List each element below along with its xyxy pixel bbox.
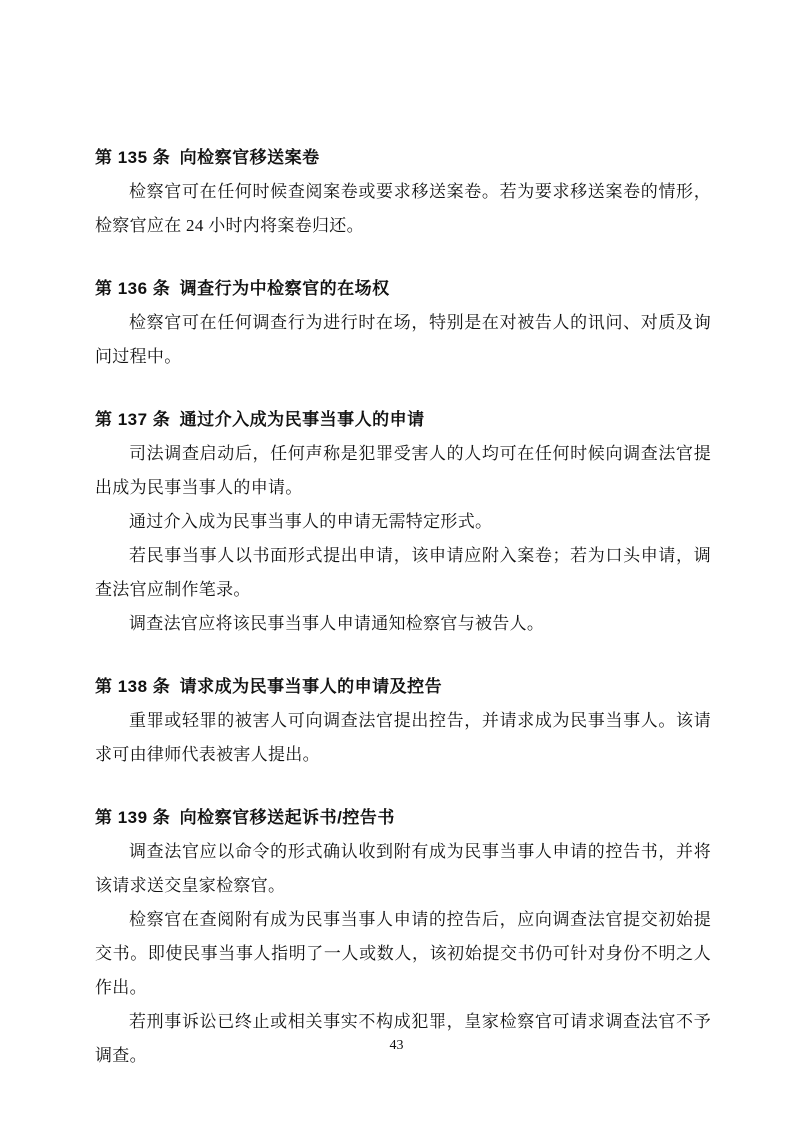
article-heading xyxy=(95,670,711,704)
article-title: 请求成为民事当事人的申请及控告 xyxy=(179,677,443,696)
article-paragraph: 若刑事诉讼已终止或相关事实不构成犯罪，皇家检察官可请求调查法官不予调查。 xyxy=(95,1012,711,1065)
article-section xyxy=(95,272,711,374)
article-title: 调查行为中检察官的在场权 xyxy=(179,279,390,298)
article-number: 第 139 条 xyxy=(95,808,171,827)
article-heading xyxy=(95,403,711,437)
article-section xyxy=(95,141,711,243)
article-section xyxy=(95,801,711,1073)
article-heading xyxy=(95,272,711,306)
article-paragraph: 检察官在查阅附有成为民事当事人申请的控告后，应向调查法官提交初始提交书。即使民事当事人指明了一人或数人，该初始提交书仍可针对身份不明之人作出。 xyxy=(95,910,711,997)
article-paragraph: 调查法官应以命令的形式确认收到附有成为民事当事人申请的控告书，并将该请求送交皇家检察官。 xyxy=(95,842,711,895)
article-paragraph: 若民事当事人以书面形式提出申请，该申请应附入案卷；若为口头申请，调查法官应制作笔录。 xyxy=(95,546,711,599)
document-content xyxy=(95,141,711,1073)
article-section xyxy=(95,670,711,772)
article-number: 第 138 条 xyxy=(95,677,171,696)
article-paragraph: 检察官可在任何调查行为进行时在场，特别是在对被告人的讯问、对质及询问过程中。 xyxy=(95,313,711,366)
page-footer xyxy=(0,1036,793,1056)
article-paragraph: 司法调查启动后，任何声称是犯罪受害人的人均可在任何时候向调查法官提出成为民事当事人的申请。 xyxy=(95,444,711,497)
page-number: 43 xyxy=(389,1038,404,1053)
article-paragraph: 重罪或轻罪的被害人可向调查法官提出控告，并请求成为民事当事人。该请求可由律师代表被害人提出。 xyxy=(95,711,711,764)
article-title: 通过介入成为民事当事人的申请 xyxy=(179,410,425,429)
article-number: 第 136 条 xyxy=(95,279,171,298)
article-heading xyxy=(95,801,711,835)
article-section xyxy=(95,403,711,641)
article-title: 向检察官移送案卷 xyxy=(179,148,320,167)
article-paragraph: 通过介入成为民事当事人的申请无需特定形式。 xyxy=(129,512,493,531)
article-title: 向检察官移送起诉书/控告书 xyxy=(179,808,395,827)
article-heading xyxy=(95,141,711,175)
article-paragraph: 调查法官应将该民事当事人申请通知检察官与被告人。 xyxy=(129,614,545,633)
article-paragraph: 检察官可在任何时候查阅案卷或要求移送案卷。若为要求移送案卷的情形，检察官应在 24 小时内将案卷归还。 xyxy=(95,182,711,235)
article-number: 第 137 条 xyxy=(95,410,171,429)
article-number: 第 135 条 xyxy=(95,148,171,167)
